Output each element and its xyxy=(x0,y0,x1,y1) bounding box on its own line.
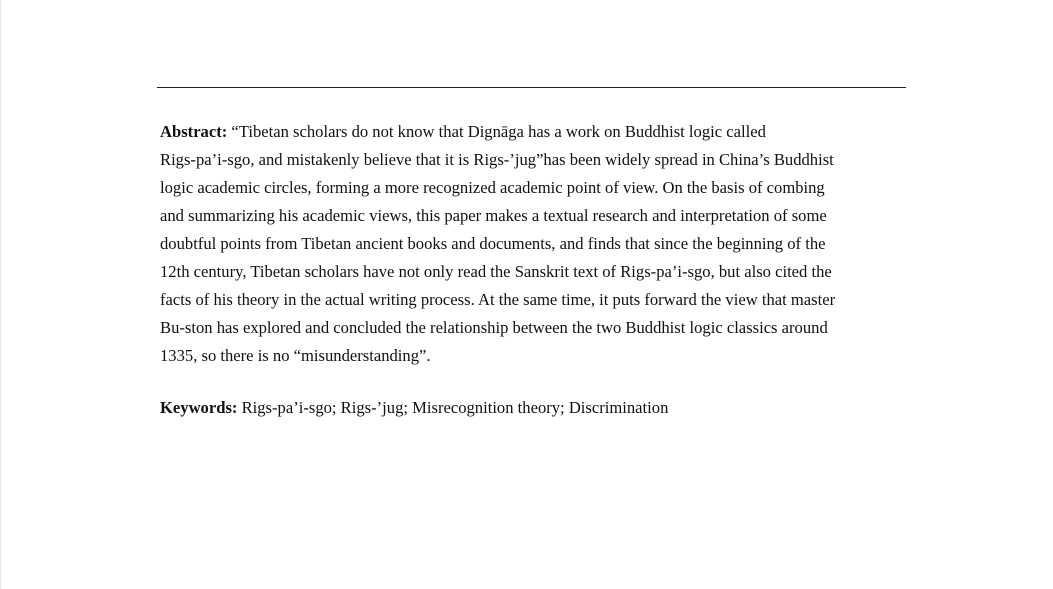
keywords-text: Rigs-pa’i-sgo; Rigs-’jug; Misrecognition theory; Discrimination xyxy=(237,398,669,417)
abstract-line-6: 12th century, Tibetan scholars have not only read the Sanskrit text of Rigs-pa’i-sgo, but also cited the xyxy=(160,262,832,281)
abstract-line-1 xyxy=(160,118,900,146)
keywords-paragraph xyxy=(160,394,900,422)
abstract-line-4: and summarizing his academic views, this paper makes a textual research and interpretation of some xyxy=(160,206,827,225)
abstract-line-9: 1335, so there is no “misunderstanding”. xyxy=(160,346,431,365)
page-edge xyxy=(0,0,1,589)
abstract-paragraph xyxy=(160,118,900,370)
abstract-text-line-1: “Tibetan scholars do not know that Dignāga has a work on Buddhist logic called xyxy=(227,122,766,141)
horizontal-rule xyxy=(157,87,906,88)
abstract-line-3: logic academic circles, forming a more recognized academic point of view. On the basis of combing xyxy=(160,178,825,197)
abstract-line-5: doubtful points from Tibetan ancient books and documents, and finds that since the beginning of the xyxy=(160,234,826,253)
abstract-line-7: facts of his theory in the actual writing process. At the same time, it puts forward the view that master xyxy=(160,290,836,309)
abstract-line-8: Bu-ston has explored and concluded the relationship between the two Buddhist logic classics around xyxy=(160,318,828,337)
abstract-line-2: Rigs-pa’i-sgo, and mistakenly believe that it is Rigs-’jug”has been widely spread in China’s Buddhist xyxy=(160,150,834,169)
abstract-label: Abstract: xyxy=(160,122,228,141)
keywords-label: Keywords: xyxy=(160,398,238,417)
